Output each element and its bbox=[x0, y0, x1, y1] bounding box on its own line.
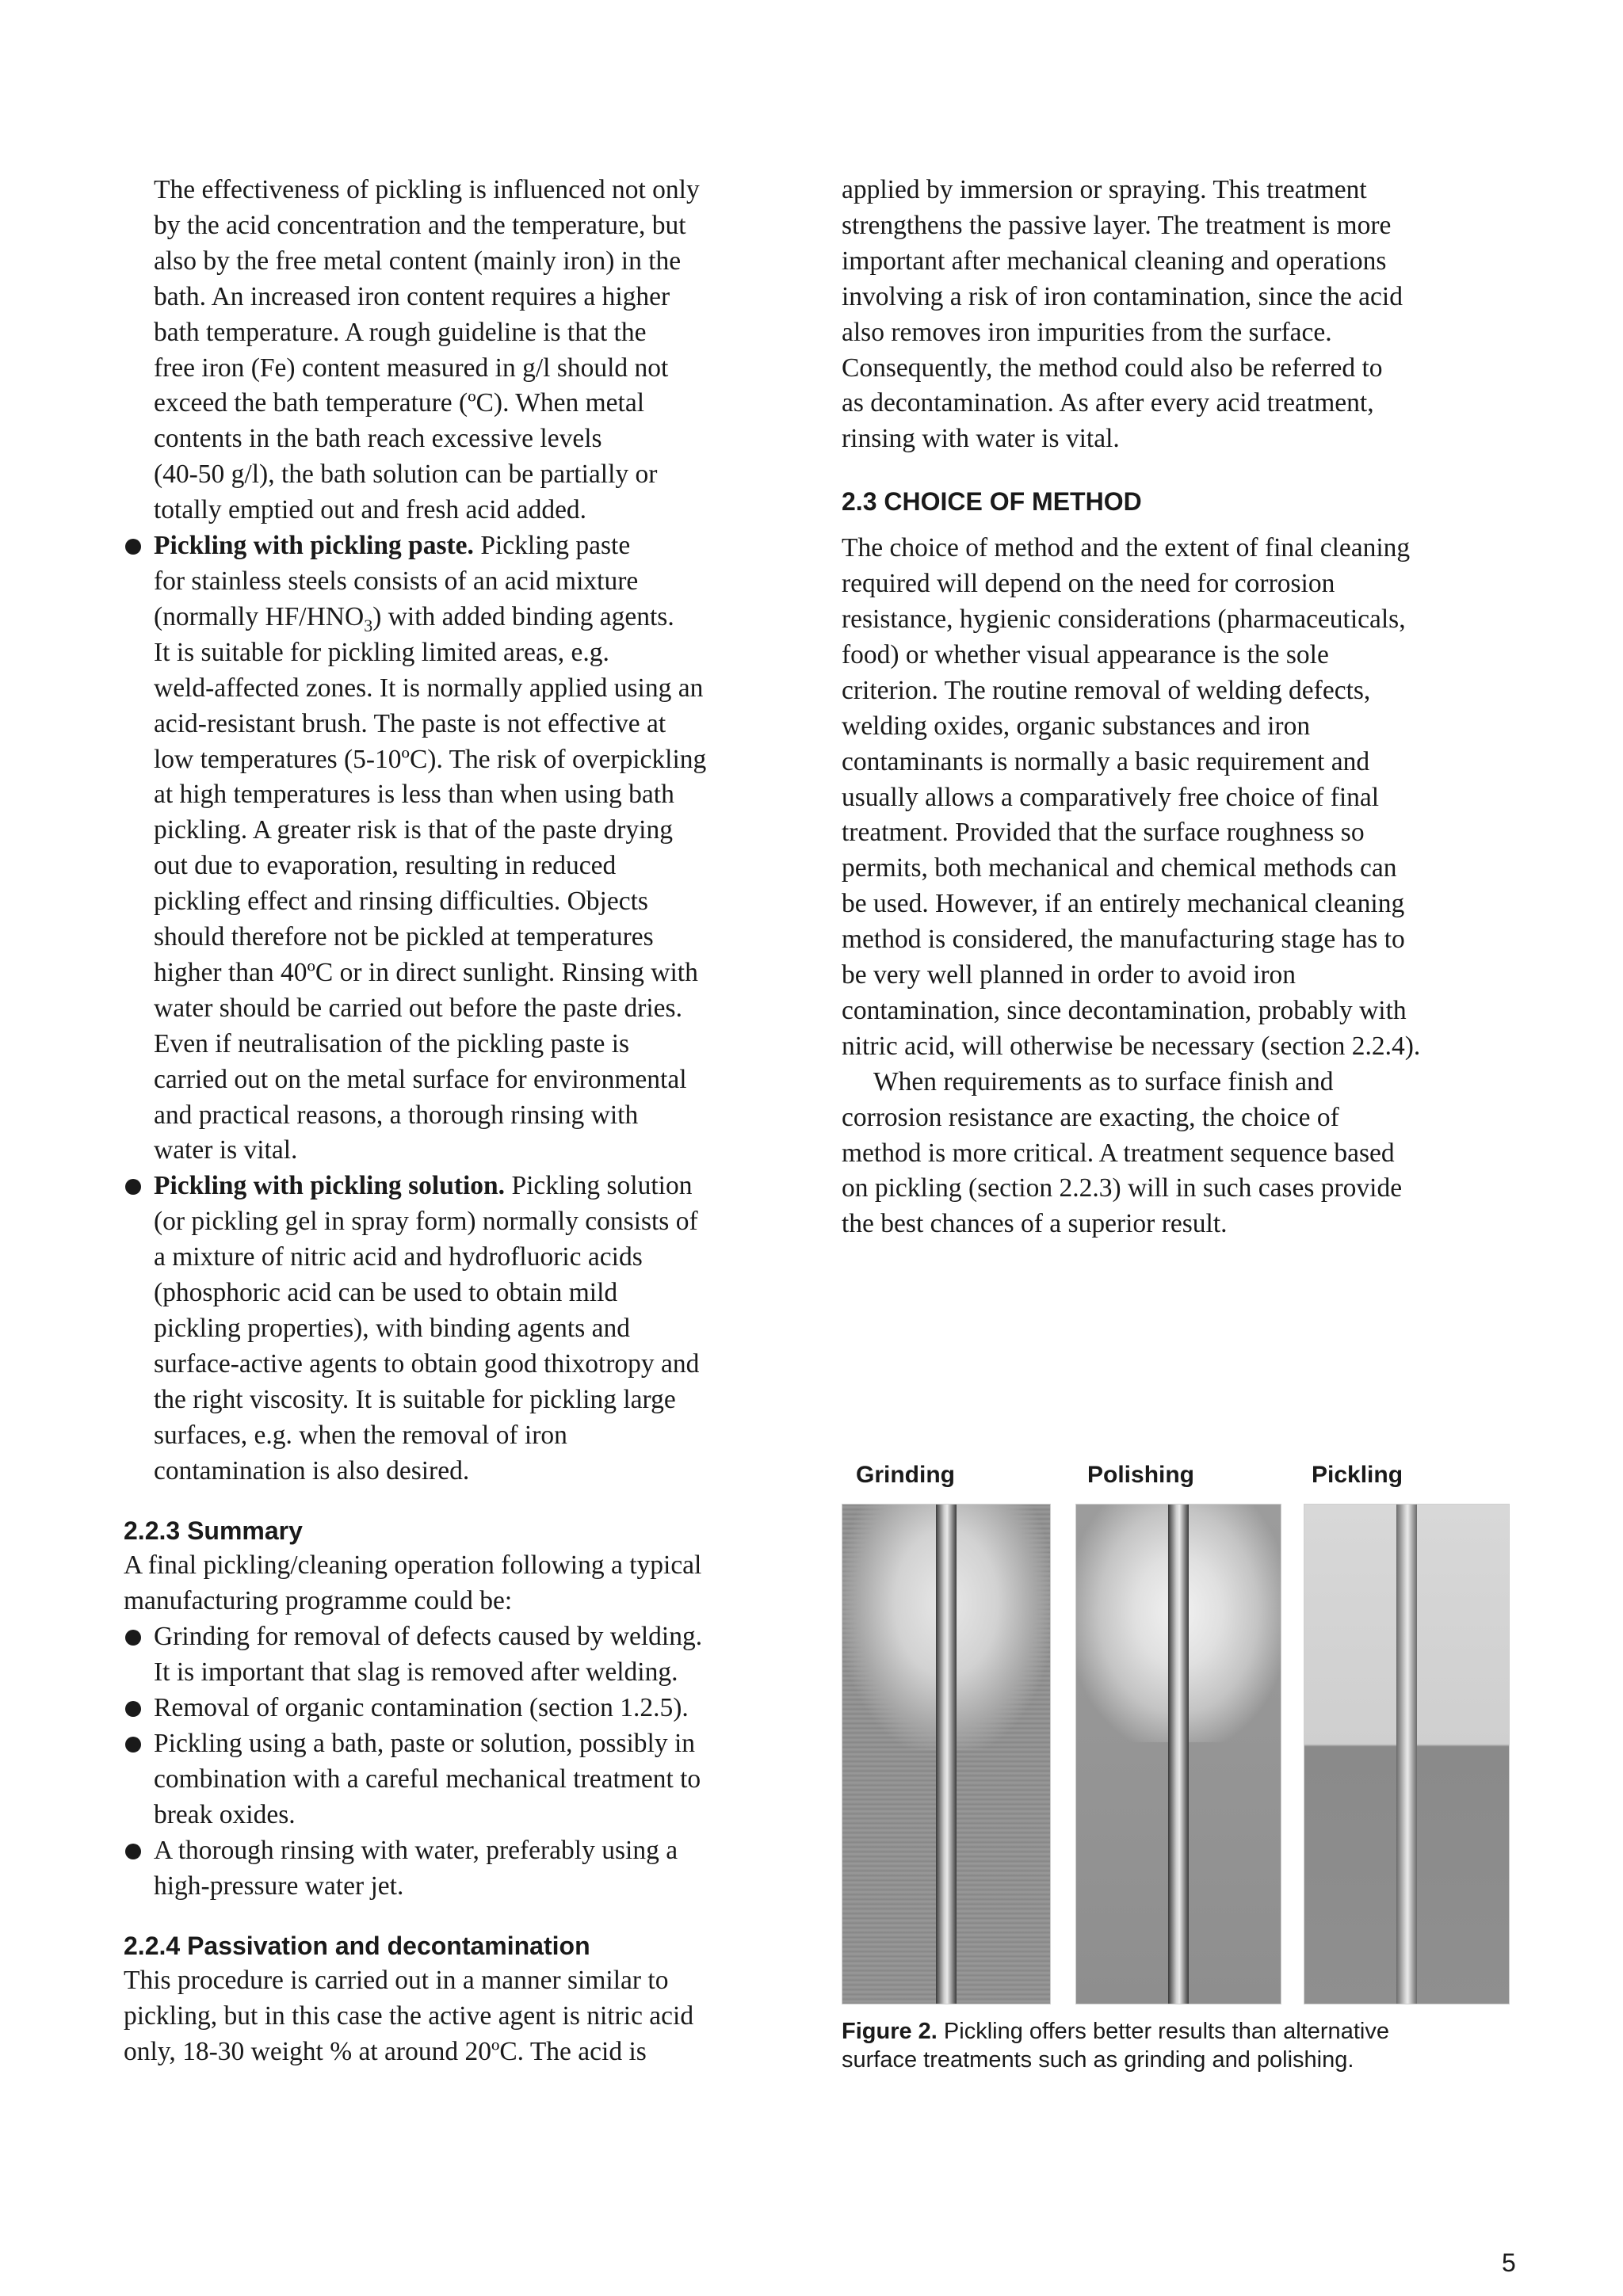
text-line: water is vital. bbox=[154, 1135, 298, 1165]
text-line: Even if neutralisation of the pickling paste is bbox=[154, 1028, 630, 1058]
bullet-dot-icon bbox=[125, 1844, 141, 1859]
text-line: acid-resistant brush. The paste is not effective at bbox=[154, 708, 666, 738]
bullet-dot-icon bbox=[125, 1737, 141, 1753]
text-line: involving a risk of iron contamination, since the acid bbox=[842, 281, 1403, 311]
bullet-pickling-paste bbox=[124, 528, 805, 1169]
text-line: Pickling using a bath, paste or solution, possibly in bbox=[154, 1728, 696, 1758]
summary-bullet bbox=[124, 1833, 805, 1905]
text-line: important after mechanical cleaning and operations bbox=[842, 246, 1387, 276]
text-line: The choice of method and the extent of final cleaning bbox=[842, 533, 1411, 563]
bullet-dot-icon bbox=[125, 539, 141, 555]
text-line: out due to evaporation, resulting in reduced bbox=[154, 851, 617, 881]
text-line: be used. However, if an entirely mechanical cleaning bbox=[842, 889, 1405, 919]
text-line: resistance, hygienic considerations (pharmaceuticals, bbox=[842, 604, 1406, 634]
text-line: Pickling offers better results than alternative bbox=[937, 2019, 1389, 2044]
bullet-dot-icon bbox=[125, 1630, 141, 1646]
text-line: rinsing with water is vital. bbox=[842, 424, 1120, 454]
text-line: method is considered, the manufacturing stage has to bbox=[842, 925, 1405, 955]
sample-image-polishing bbox=[1075, 1504, 1281, 2004]
text-line: also by the free metal content (mainly iron) in the bbox=[154, 246, 682, 276]
text-line: at high temperatures is less than when using bath bbox=[154, 780, 674, 810]
text-line: for stainless steels consists of an acid mixture bbox=[154, 566, 639, 596]
text-line: be very well planned in order to avoid iron bbox=[842, 960, 1296, 990]
text-line: It is suitable for pickling limited areas, e.g. bbox=[154, 637, 609, 667]
text-line: pickling effect and rinsing difficulties. Objects bbox=[154, 887, 648, 917]
figure-caption-label: Figure 2. bbox=[842, 2019, 938, 2044]
text-line: This procedure is carried out in a manner similar to bbox=[124, 1966, 669, 1996]
section-heading-summary: 2.2.3 Summary bbox=[124, 1516, 303, 1545]
text-line: the best chances of a superior result. bbox=[842, 1209, 1228, 1239]
text-line: method is more critical. A treatment sequence based bbox=[842, 1138, 1395, 1168]
text-line: only, 18-30 weight % at around 20ºC. The acid is bbox=[124, 2037, 647, 2067]
sample-image-grinding bbox=[842, 1504, 1051, 2004]
page-number: 5 bbox=[1502, 2248, 1516, 2277]
section-heading-choice-of-method: 2.3 CHOICE OF METHOD bbox=[842, 487, 1142, 517]
text-line: break oxides. bbox=[154, 1799, 296, 1829]
text-line: required will depend on the need for corrosion bbox=[842, 569, 1335, 599]
text-line: bath. An increased iron content requires a higher bbox=[154, 281, 670, 311]
text-line: contamination, since decontamination, probably with bbox=[842, 995, 1407, 1025]
text-line: (phosphoric acid can be used to obtain mild bbox=[154, 1278, 618, 1308]
text-line: surfaces, e.g. when the removal of iron bbox=[154, 1420, 567, 1450]
text-line: A thorough rinsing with water, preferably using a bbox=[154, 1835, 678, 1865]
text-line: contamination is also desired. bbox=[154, 1455, 470, 1486]
text-line: strengthens the passive layer. The treatment is more bbox=[842, 210, 1392, 240]
text-line: treatment. Provided that the surface roughness so bbox=[842, 818, 1365, 848]
intro-paragraph bbox=[124, 173, 805, 528]
text-line: applied by immersion or spraying. This treatment bbox=[842, 175, 1367, 204]
text-line: as decontamination. As after every acid treatment, bbox=[842, 388, 1374, 418]
text-line: corrosion resistance are exacting, the choice of bbox=[842, 1102, 1339, 1132]
text-line: Removal of organic contamination (section 1.2.5). bbox=[154, 1693, 689, 1723]
text-line: free iron (Fe) content measured in g/l should not bbox=[154, 353, 669, 383]
text-line: by the acid concentration and the temperature, but bbox=[154, 210, 686, 240]
text-line: a mixture of nitric acid and hydrofluoric acids bbox=[154, 1242, 643, 1272]
bullet-dot-icon bbox=[125, 1701, 141, 1717]
text-line: ) with added binding agents. bbox=[372, 601, 674, 631]
left-column bbox=[124, 173, 805, 2070]
text-line: combination with a careful mechanical treatment to bbox=[154, 1764, 701, 1794]
text-line: Pickling paste bbox=[473, 531, 631, 561]
text-line: pickling. A greater risk is that of the paste drying bbox=[154, 815, 673, 845]
text-line: welding oxides, organic substances and iron bbox=[842, 711, 1311, 741]
text-line: Consequently, the method could also be referred to bbox=[842, 353, 1383, 383]
text-line: contaminants is normally a basic requirement and bbox=[842, 746, 1370, 776]
figure-caption bbox=[842, 2017, 1523, 2074]
text-line: the right viscosity. It is suitable for pickling large bbox=[154, 1384, 676, 1414]
section-heading-passivation: 2.2.4 Passivation and decontamination bbox=[124, 1931, 590, 1960]
right-column bbox=[842, 173, 1523, 1242]
sample-image-pickling bbox=[1304, 1504, 1510, 2004]
subscript: 3 bbox=[364, 615, 373, 635]
text-line: higher than 40ºC or in direct sunlight. Rinsing with bbox=[154, 957, 698, 987]
summary-bullet bbox=[124, 1726, 805, 1833]
text-line: surface-active agents to obtain good thixotropy and bbox=[154, 1348, 700, 1379]
bullet-heading: Pickling with pickling paste. bbox=[154, 531, 474, 561]
text-line: should therefore not be pickled at temperatures bbox=[154, 922, 654, 952]
summary-bullet bbox=[124, 1691, 805, 1726]
text-line: permits, both mechanical and chemical methods can bbox=[842, 853, 1397, 883]
text-line: (or pickling gel in spray form) normally consists of bbox=[154, 1207, 698, 1237]
text-line: Grinding for removal of defects caused by welding. bbox=[154, 1622, 703, 1652]
text-line: Pickling solution bbox=[505, 1171, 693, 1201]
text-line: It is important that slag is removed after welding. bbox=[154, 1657, 678, 1688]
text-line: weld-affected zones. It is normally applied using an bbox=[154, 673, 704, 703]
text-line: surface treatments such as grinding and polishing. bbox=[842, 2047, 1354, 2073]
text-line: totally emptied out and fresh acid added. bbox=[154, 495, 587, 525]
text-line: pickling properties), with binding agents and bbox=[154, 1314, 631, 1343]
text-line: (normally HF/HNO bbox=[154, 601, 365, 631]
figure-label-pickling: Pickling bbox=[1312, 1462, 1403, 1488]
text-line: contents in the bath reach excessive levels bbox=[154, 424, 602, 454]
text-line: on pickling (section 2.2.3) will in such cases provide bbox=[842, 1173, 1403, 1203]
text-line: When requirements as to surface finish and bbox=[873, 1066, 1334, 1097]
text-line: also removes iron impurities from the surface. bbox=[842, 317, 1332, 347]
text-line: manufacturing programme could be: bbox=[124, 1586, 513, 1616]
text-line: A final pickling/cleaning operation following a typical bbox=[124, 1550, 702, 1581]
bullet-dot-icon bbox=[125, 1179, 141, 1195]
text-line: water should be carried out before the paste dries. bbox=[154, 993, 682, 1023]
text-line: food) or whether visual appearance is the sole bbox=[842, 639, 1329, 669]
text-line: The effectiveness of pickling is influenced not only bbox=[154, 175, 700, 204]
text-line: high-pressure water jet. bbox=[154, 1871, 404, 1901]
text-line: pickling, but in this case the active agent is nitric acid bbox=[124, 2001, 694, 2031]
text-line: carried out on the metal surface for environmental bbox=[154, 1064, 687, 1094]
text-line: bath temperature. A rough guideline is that the bbox=[154, 317, 647, 347]
figure-label-grinding: Grinding bbox=[856, 1462, 955, 1488]
text-line: (40-50 g/l), the bath solution can be partially or bbox=[154, 460, 658, 490]
text-line: exceed the bath temperature (ºC). When metal bbox=[154, 388, 644, 418]
figure-labels bbox=[842, 1462, 1523, 1493]
figure-label-polishing: Polishing bbox=[1087, 1462, 1194, 1488]
bullet-heading: Pickling with pickling solution. bbox=[154, 1171, 506, 1201]
text-line: nitric acid, will otherwise be necessary (section 2.2.4). bbox=[842, 1031, 1421, 1061]
text-line: usually allows a comparatively free choice of final bbox=[842, 782, 1380, 812]
text-line: and practical reasons, a thorough rinsing with bbox=[154, 1100, 639, 1130]
bullet-pickling-solution bbox=[124, 1169, 805, 1489]
text-line: criterion. The routine removal of welding defects, bbox=[842, 675, 1371, 705]
text-line: low temperatures (5-10ºC). The risk of overpickling bbox=[154, 744, 707, 774]
summary-bullet bbox=[124, 1619, 805, 1691]
